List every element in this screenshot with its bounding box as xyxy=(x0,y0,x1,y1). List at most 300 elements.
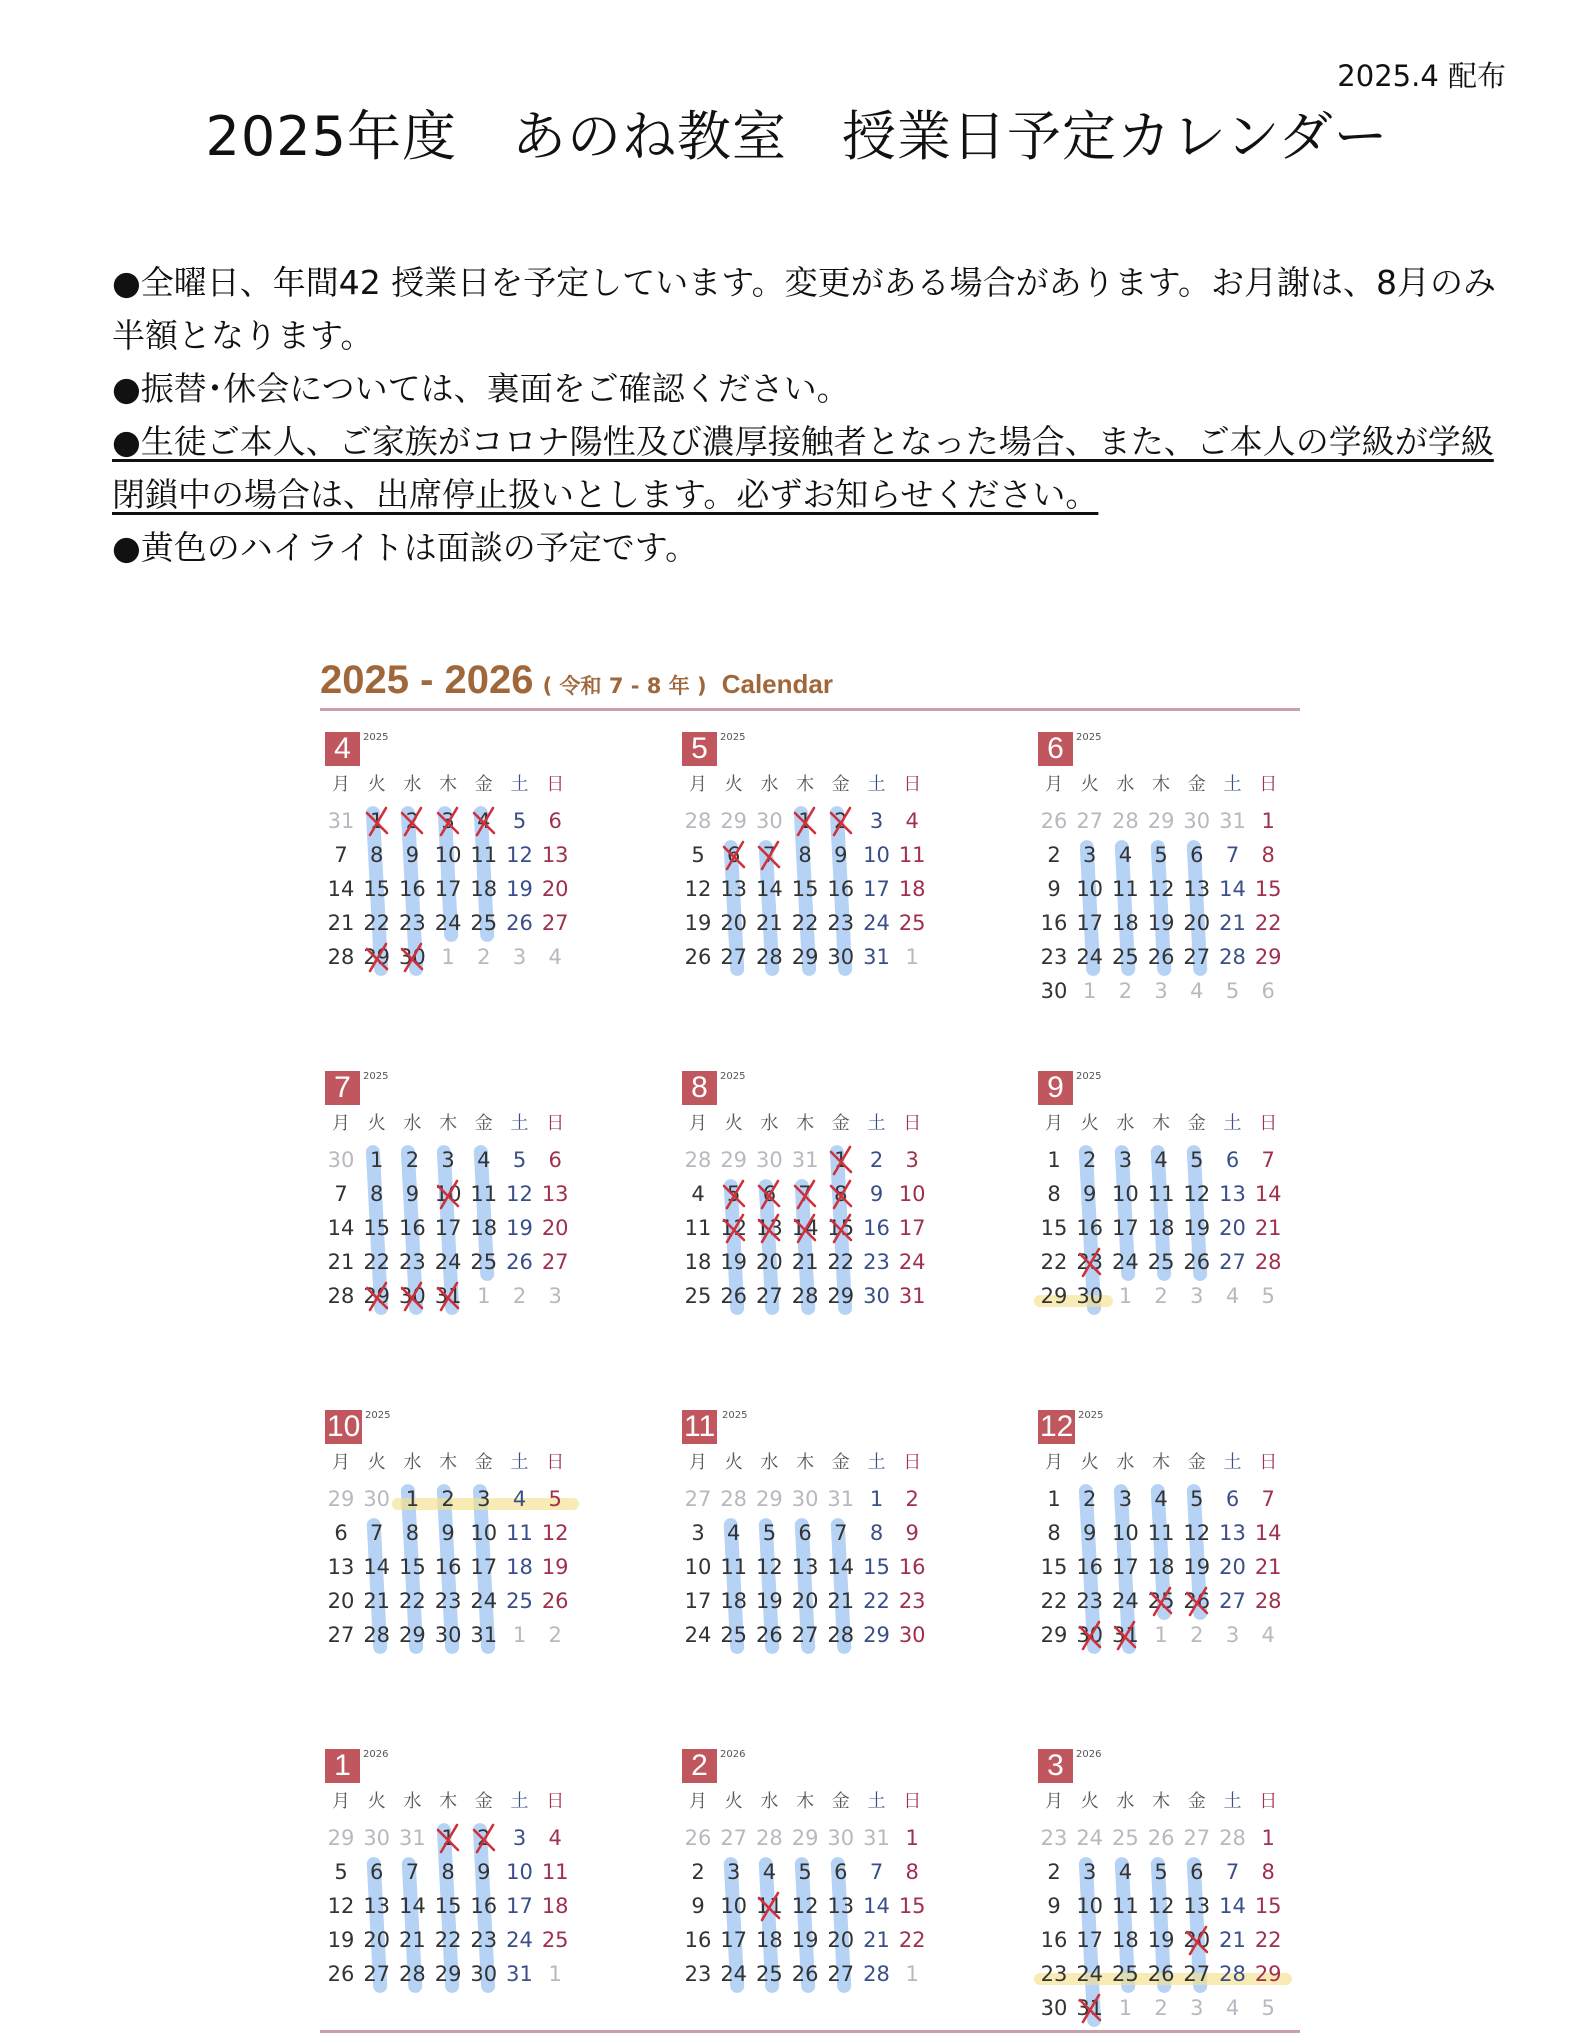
calendar-day: 22 xyxy=(827,1250,855,1274)
calendar-day: 29 xyxy=(791,945,819,969)
calendar-day: 16 xyxy=(863,1216,890,1240)
calendar-day: 10 xyxy=(898,1182,926,1206)
calendar-day: 7 xyxy=(1261,1487,1275,1511)
calendar-day: 2 xyxy=(441,1487,455,1511)
weekday-label: 月 xyxy=(689,774,707,795)
weekday-label: 水 xyxy=(403,1452,422,1473)
calendar-day: 11 xyxy=(1112,1894,1139,1918)
calendar-day-outside-month: 31 xyxy=(1219,809,1246,833)
month-number-badge: 2 xyxy=(682,1749,717,1783)
month-block-4 xyxy=(323,732,587,1022)
calendar-day: 9 xyxy=(477,1860,491,1884)
calendar-day: 13 xyxy=(1183,1894,1211,1918)
calendar-day: 4 xyxy=(1154,1148,1168,1172)
calendar-day: 25 xyxy=(720,1623,748,1647)
weekday-label: 木 xyxy=(439,1452,458,1473)
calendar-day-outside-month: 3 xyxy=(1190,1996,1204,2020)
weekday-label: 火 xyxy=(1080,1113,1099,1134)
calendar-day: 23 xyxy=(827,911,855,935)
calendar-day: 25 xyxy=(1147,1589,1175,1613)
calendar-day: 6 xyxy=(1190,1860,1204,1884)
calendar-day: 5 xyxy=(548,1487,562,1511)
month-year-label: 2025 xyxy=(365,1410,391,1421)
calendar-day: 9 xyxy=(905,1521,919,1545)
month-block-10 xyxy=(323,1410,587,1700)
calendar-day-outside-month: 4 xyxy=(1225,1996,1240,2020)
calendar-day: 18 xyxy=(1147,1555,1175,1579)
calendar-day-outside-month: 29 xyxy=(791,1826,819,1850)
calendar-day: 18 xyxy=(470,1216,498,1240)
calendar-day: 25 xyxy=(1112,945,1139,969)
calendar-day: 12 xyxy=(506,843,533,867)
calendar-day: 19 xyxy=(684,911,712,935)
calendar-day: 15 xyxy=(898,1894,926,1918)
weekday-label: 土 xyxy=(867,774,886,795)
calendar-day: 23 xyxy=(399,911,426,935)
calendar-day: 22 xyxy=(434,1928,462,1952)
calendar-day: 21 xyxy=(327,1250,355,1274)
calendar-day-outside-month: 30 xyxy=(756,1148,783,1172)
weekday-label: 日 xyxy=(546,1113,565,1134)
calendar-day: 2 xyxy=(834,809,848,833)
calendar-day: 1 xyxy=(834,1148,848,1172)
calendar-day: 8 xyxy=(1261,843,1275,867)
calendar-day: 2 xyxy=(405,1148,420,1172)
calendar-day-outside-month: 29 xyxy=(1147,809,1175,833)
calendar-day: 5 xyxy=(512,1148,527,1172)
month-block-9 xyxy=(1036,1071,1300,1361)
calendar-day: 31 xyxy=(1112,1623,1139,1647)
calendar-day: 11 xyxy=(1147,1182,1175,1206)
weekday-label: 水 xyxy=(1116,1113,1135,1134)
calendar-years: 2025 - 2026 xyxy=(320,658,534,702)
calendar-day: 21 xyxy=(327,911,355,935)
month-number-badge: 6 xyxy=(1038,732,1073,766)
calendar-day-outside-month: 28 xyxy=(756,1826,783,1850)
weekday-label: 月 xyxy=(689,1452,707,1473)
calendar-day: 23 xyxy=(1040,945,1068,969)
calendar-day: 8 xyxy=(869,1521,884,1545)
calendar-day: 5 xyxy=(334,1860,348,1884)
calendar-day: 5 xyxy=(691,843,705,867)
calendar-day: 26 xyxy=(506,911,533,935)
calendar-day: 26 xyxy=(1183,1250,1211,1274)
calendar-day: 2 xyxy=(1083,1487,1097,1511)
calendar-day: 21 xyxy=(1219,911,1246,935)
weekday-label: 日 xyxy=(546,1452,565,1473)
weekday-label: 火 xyxy=(724,774,743,795)
calendar-day: 26 xyxy=(720,1284,748,1308)
month-year-label: 2026 xyxy=(720,1749,746,1760)
calendar-day-outside-month: 4 xyxy=(1261,1623,1275,1647)
calendar-day: 26 xyxy=(1147,945,1175,969)
month-year-label: 2026 xyxy=(1076,1749,1102,1760)
weekday-label: 火 xyxy=(724,1791,743,1812)
calendar-day: 20 xyxy=(1183,911,1211,935)
weekday-label: 火 xyxy=(724,1113,743,1134)
calendar-day: 6 xyxy=(834,1860,848,1884)
calendar-day: 23 xyxy=(1040,1962,1068,1986)
month-block-5 xyxy=(680,732,944,1022)
calendar-day: 24 xyxy=(1112,1589,1139,1613)
weekday-label: 水 xyxy=(403,774,422,795)
calendar-day: 28 xyxy=(363,1623,391,1647)
calendar-day: 25 xyxy=(470,1250,498,1274)
calendar-day: 1 xyxy=(370,809,384,833)
calendar-day: 20 xyxy=(327,1589,355,1613)
calendar-day: 10 xyxy=(506,1860,533,1884)
calendar-day-outside-month: 28 xyxy=(720,1487,748,1511)
calendar-day: 21 xyxy=(363,1589,391,1613)
weekday-label: 土 xyxy=(1223,1113,1242,1134)
calendar-day: 18 xyxy=(756,1928,783,1952)
calendar-day: 23 xyxy=(470,1928,498,1952)
calendar-day: 30 xyxy=(1076,1623,1104,1647)
calendar-day-outside-month: 1 xyxy=(905,1962,919,1986)
month-year-label: 2025 xyxy=(1078,1410,1104,1421)
calendar-day: 10 xyxy=(1076,877,1104,901)
weekday-label: 木 xyxy=(1152,1113,1171,1134)
calendar-day: 22 xyxy=(791,911,819,935)
calendar-day: 30 xyxy=(434,1623,462,1647)
month-number-badge: 12 xyxy=(1040,1410,1074,1443)
weekday-label: 土 xyxy=(510,1791,529,1812)
calendar-day: 6 xyxy=(548,1148,562,1172)
month-year-label: 2025 xyxy=(720,732,746,743)
calendar-day: 7 xyxy=(1225,1860,1240,1884)
month-number-badge: 7 xyxy=(325,1071,360,1105)
calendar-day: 1 xyxy=(1047,1148,1061,1172)
calendar-day-outside-month: 1 xyxy=(1118,1284,1133,1308)
calendar-day: 30 xyxy=(1076,1284,1104,1308)
calendar-day: 2 xyxy=(905,1487,919,1511)
calendar-day-outside-month: 29 xyxy=(720,809,748,833)
page-title: 2025年度 あのね教室 授業日予定カレンダー xyxy=(205,105,1389,168)
calendar-day: 27 xyxy=(720,945,748,969)
calendar-day: 7 xyxy=(1225,843,1240,867)
calendar-day-outside-month: 2 xyxy=(1154,1996,1168,2020)
calendar-day: 22 xyxy=(1040,1589,1068,1613)
calendar-day: 5 xyxy=(1154,1860,1168,1884)
calendar-day: 27 xyxy=(363,1962,391,1986)
month-number-badge: 10 xyxy=(327,1410,361,1443)
calendar-day-outside-month: 28 xyxy=(1219,1826,1246,1850)
calendar-day: 12 xyxy=(791,1894,819,1918)
month-year-label: 2025 xyxy=(1076,732,1102,743)
calendar-day: 28 xyxy=(1219,945,1246,969)
calendar-day: 16 xyxy=(399,1216,426,1240)
calendar-day: 11 xyxy=(720,1555,748,1579)
calendar-day: 4 xyxy=(477,1148,491,1172)
calendar-day-outside-month: 30 xyxy=(756,809,783,833)
calendar-day: 6 xyxy=(1225,1148,1240,1172)
calendar-day: 15 xyxy=(434,1894,462,1918)
calendar-day: 9 xyxy=(1083,1521,1097,1545)
calendar-day: 10 xyxy=(1076,1894,1104,1918)
calendar-day: 15 xyxy=(1040,1555,1068,1579)
calendar-day: 4 xyxy=(1154,1487,1168,1511)
weekday-label: 土 xyxy=(510,1452,529,1473)
calendar-day: 7 xyxy=(334,843,348,867)
calendar-day: 16 xyxy=(470,1894,498,1918)
calendar-day-outside-month: 27 xyxy=(1076,809,1104,833)
calendar-day: 14 xyxy=(1219,877,1246,901)
calendar-day: 6 xyxy=(370,1860,384,1884)
weekday-label: 金 xyxy=(1187,774,1206,795)
weekday-label: 金 xyxy=(1187,1113,1206,1134)
calendar-day-outside-month: 3 xyxy=(1154,979,1168,1003)
calendar-day: 8 xyxy=(1047,1521,1061,1545)
calendar-day: 3 xyxy=(512,1826,527,1850)
calendar-day: 14 xyxy=(363,1555,391,1579)
calendar-day: 3 xyxy=(691,1521,705,1545)
calendar-day: 22 xyxy=(363,911,391,935)
calendar-day: 12 xyxy=(327,1894,355,1918)
calendar-day: 13 xyxy=(541,843,569,867)
calendar-day: 9 xyxy=(405,843,420,867)
calendar-day: 28 xyxy=(327,1284,355,1308)
calendar-day: 13 xyxy=(1183,877,1211,901)
month-number-badge: 9 xyxy=(1038,1071,1073,1105)
calendar-day: 15 xyxy=(827,1216,855,1240)
calendar-day: 28 xyxy=(863,1962,890,1986)
calendar-day-outside-month: 3 xyxy=(1225,1623,1240,1647)
calendar-day: 20 xyxy=(756,1250,783,1274)
calendar-day-outside-month: 4 xyxy=(1190,979,1204,1003)
calendar-day: 17 xyxy=(863,877,890,901)
weekday-label: 水 xyxy=(403,1113,422,1134)
calendar-day: 27 xyxy=(1219,1589,1246,1613)
weekday-label: 金 xyxy=(831,1791,850,1812)
calendar-day: 12 xyxy=(720,1216,748,1240)
calendar-day: 16 xyxy=(434,1555,462,1579)
calendar-day: 30 xyxy=(1040,1996,1068,2020)
calendar-day: 29 xyxy=(863,1623,890,1647)
calendar-day: 4 xyxy=(477,809,491,833)
calendar-day: 6 xyxy=(1190,843,1204,867)
calendar-day: 7 xyxy=(405,1860,420,1884)
calendar-day: 24 xyxy=(684,1623,712,1647)
calendar-day: 14 xyxy=(327,877,355,901)
calendar-day: 17 xyxy=(1112,1216,1139,1240)
calendar-day: 2 xyxy=(477,1826,491,1850)
calendar-day: 29 xyxy=(363,945,391,969)
calendar-day: 15 xyxy=(1254,1894,1282,1918)
calendar-day: 7 xyxy=(834,1521,848,1545)
calendar-day: 24 xyxy=(434,1250,462,1274)
weekday-label: 火 xyxy=(1080,774,1099,795)
calendar-day: 13 xyxy=(720,877,748,901)
weekday-label: 月 xyxy=(332,1452,350,1473)
calendar-day: 18 xyxy=(1112,1928,1139,1952)
calendar-day: 14 xyxy=(863,1894,890,1918)
weekday-label: 木 xyxy=(796,1452,815,1473)
weekday-label: 火 xyxy=(367,1791,386,1812)
calendar-day: 21 xyxy=(1219,1928,1246,1952)
calendar-day: 2 xyxy=(869,1148,884,1172)
calendar-day: 3 xyxy=(477,1487,491,1511)
calendar-day: 9 xyxy=(1047,877,1061,901)
weekday-label: 金 xyxy=(831,1452,850,1473)
calendar-day-outside-month: 3 xyxy=(548,1284,562,1308)
calendar-day: 30 xyxy=(898,1623,926,1647)
calendar-day: 28 xyxy=(327,945,355,969)
calendar-day: 28 xyxy=(1254,1589,1282,1613)
calendar-day: 29 xyxy=(1040,1623,1068,1647)
calendar-day: 3 xyxy=(1083,843,1097,867)
calendar-day: 4 xyxy=(548,1826,562,1850)
calendar-day: 5 xyxy=(1154,843,1168,867)
calendar-day: 19 xyxy=(541,1555,569,1579)
calendar-day: 19 xyxy=(1147,911,1175,935)
calendar-day: 24 xyxy=(898,1250,926,1274)
calendar-day: 25 xyxy=(541,1928,569,1952)
calendar-day: 25 xyxy=(898,911,926,935)
note-item-important: ●生徒ご本人、ご家族がコロナ陽性及び濃厚接触者となった場合、また、ご本人の学級が学級閉鎖中の場合は、出席停止扱いとします。必ずお知らせください。 xyxy=(112,422,1494,514)
calendar-day: 28 xyxy=(756,945,783,969)
calendar-day-outside-month: 30 xyxy=(363,1487,391,1511)
weekday-label: 月 xyxy=(689,1113,707,1134)
calendar-day: 10 xyxy=(1112,1182,1139,1206)
month-block-12 xyxy=(1036,1410,1300,1700)
calendar-day: 18 xyxy=(720,1589,748,1613)
calendar-day: 21 xyxy=(399,1928,426,1952)
weekday-label: 日 xyxy=(1259,1113,1278,1134)
month-block-6 xyxy=(1036,732,1300,1022)
calendar-day: 19 xyxy=(756,1589,783,1613)
calendar-day: 28 xyxy=(399,1962,426,1986)
calendar-day: 16 xyxy=(399,877,426,901)
calendar-day: 6 xyxy=(727,843,741,867)
calendar-reiwa: ( 令和 7 - 8 年 ) xyxy=(542,674,707,698)
weekday-label: 水 xyxy=(403,1791,422,1812)
calendar-day: 6 xyxy=(1225,1487,1240,1511)
calendar-day: 19 xyxy=(327,1928,355,1952)
calendar-day: 17 xyxy=(434,877,462,901)
calendar-day: 20 xyxy=(720,911,748,935)
calendar-day-outside-month: 6 xyxy=(1261,979,1275,1003)
calendar-day: 14 xyxy=(327,1216,355,1240)
weekday-label: 木 xyxy=(439,1113,458,1134)
calendar-day-outside-month: 29 xyxy=(756,1487,783,1511)
calendar-day: 22 xyxy=(1254,911,1282,935)
weekday-label: 土 xyxy=(867,1791,886,1812)
calendar-day-outside-month: 31 xyxy=(827,1487,855,1511)
weekday-label: 月 xyxy=(1045,1791,1063,1812)
calendar-day: 20 xyxy=(1183,1928,1211,1952)
calendar-day: 21 xyxy=(863,1928,890,1952)
month-block-11 xyxy=(680,1410,944,1700)
calendar-day: 4 xyxy=(727,1521,741,1545)
calendar-day-outside-month: 4 xyxy=(1225,1284,1240,1308)
calendar-day: 21 xyxy=(1254,1555,1282,1579)
calendar-day: 3 xyxy=(727,1860,741,1884)
calendar-day-outside-month: 5 xyxy=(1261,1284,1275,1308)
calendar-day-outside-month: 25 xyxy=(1112,1826,1139,1850)
weekday-label: 土 xyxy=(867,1452,886,1473)
weekday-label: 金 xyxy=(474,774,493,795)
calendar-day-outside-month: 5 xyxy=(1261,1996,1275,2020)
calendar-day: 21 xyxy=(756,911,783,935)
calendar-day: 11 xyxy=(470,1182,498,1206)
calendar-day: 18 xyxy=(506,1555,533,1579)
calendar-day: 14 xyxy=(1254,1182,1282,1206)
calendar-day-outside-month: 2 xyxy=(1154,1284,1168,1308)
calendar-day: 18 xyxy=(1112,911,1139,935)
weekday-label: 木 xyxy=(1152,774,1171,795)
calendar-day: 1 xyxy=(905,1826,919,1850)
calendar-day: 21 xyxy=(791,1250,819,1274)
calendar-day: 5 xyxy=(762,1521,777,1545)
calendar-day: 18 xyxy=(898,877,926,901)
calendar-day: 28 xyxy=(791,1284,819,1308)
calendar-day-outside-month: 1 xyxy=(905,945,919,969)
calendar-day: 19 xyxy=(720,1250,748,1274)
calendar-day: 29 xyxy=(1254,1962,1282,1986)
calendar-day: 30 xyxy=(470,1962,498,1986)
weekday-label: 日 xyxy=(903,774,922,795)
calendar-day: 19 xyxy=(506,1216,533,1240)
calendar-day: 24 xyxy=(470,1589,498,1613)
calendar-day: 22 xyxy=(898,1928,926,1952)
weekday-label: 火 xyxy=(367,774,386,795)
calendar-day: 16 xyxy=(1040,1928,1068,1952)
calendar-day: 5 xyxy=(727,1182,741,1206)
calendar-day: 5 xyxy=(1190,1148,1204,1172)
calendar-day-outside-month: 29 xyxy=(327,1826,355,1850)
calendar-day: 4 xyxy=(905,809,919,833)
calendar-day: 27 xyxy=(1183,1962,1211,1986)
calendar-day: 30 xyxy=(863,1284,890,1308)
calendar-day: 20 xyxy=(541,877,569,901)
calendar-day-outside-month: 3 xyxy=(1190,1284,1204,1308)
calendar-day: 24 xyxy=(1076,945,1104,969)
calendar-day: 18 xyxy=(541,1894,569,1918)
calendar-day: 1 xyxy=(405,1487,420,1511)
note-item: ●振替･休会については、裏面をご確認ください。 xyxy=(112,369,850,408)
calendar-day: 29 xyxy=(363,1284,391,1308)
calendar-day: 6 xyxy=(762,1182,777,1206)
weekday-label: 木 xyxy=(796,774,815,795)
calendar-day: 30 xyxy=(827,945,855,969)
calendar-day: 27 xyxy=(791,1623,819,1647)
calendar-day-outside-month: 24 xyxy=(1076,1826,1104,1850)
calendar-day: 6 xyxy=(798,1521,812,1545)
calendar-day: 1 xyxy=(370,1148,384,1172)
calendar-day: 13 xyxy=(327,1555,355,1579)
calendar-day: 5 xyxy=(1190,1487,1204,1511)
calendar-day: 8 xyxy=(1261,1860,1275,1884)
calendar-day: 27 xyxy=(1183,945,1211,969)
calendar-day-outside-month: 2 xyxy=(1118,979,1133,1003)
note-item: ●全曜日、年間42 授業日を予定しています。変更がある場合があります。お月謝は、8月のみ半額となります。 xyxy=(112,263,1496,355)
calendar-day: 25 xyxy=(756,1962,783,1986)
calendar-day: 23 xyxy=(684,1962,712,1986)
weekday-label: 土 xyxy=(510,774,529,795)
calendar-day: 12 xyxy=(1147,877,1175,901)
calendar-day: 27 xyxy=(756,1284,783,1308)
calendar-day: 4 xyxy=(691,1182,705,1206)
calendar-day: 1 xyxy=(798,809,812,833)
weekday-label: 木 xyxy=(439,774,458,795)
calendar-day: 17 xyxy=(434,1216,462,1240)
calendar-day: 9 xyxy=(1047,1894,1061,1918)
calendar-day: 14 xyxy=(827,1555,855,1579)
calendar-day: 13 xyxy=(541,1182,569,1206)
weekday-label: 水 xyxy=(1116,774,1135,795)
calendar-day: 4 xyxy=(512,1487,527,1511)
calendar-day: 14 xyxy=(1219,1894,1246,1918)
